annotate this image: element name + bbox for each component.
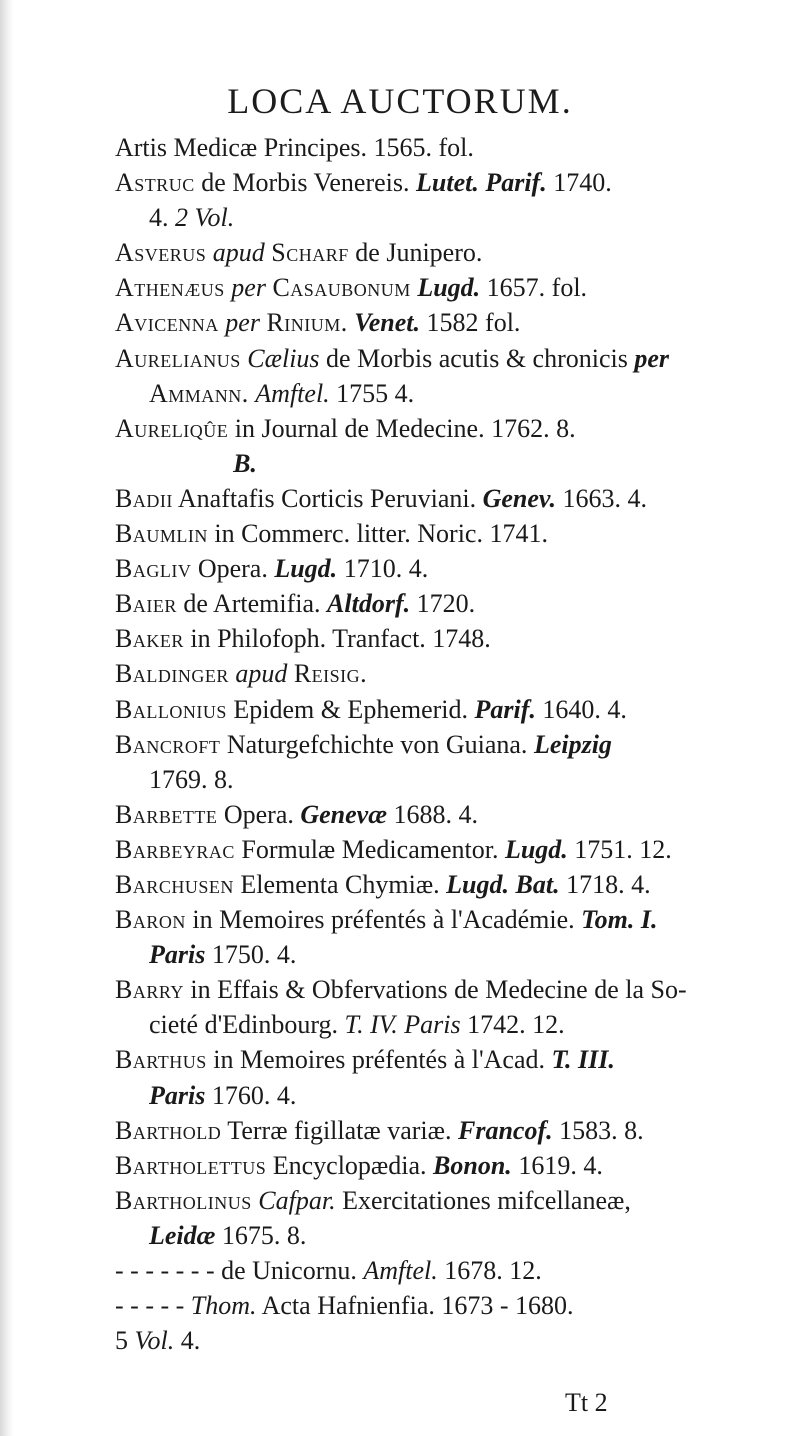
section-letter: [115, 446, 755, 481]
entry-text-segment: Asverus: [115, 238, 207, 268]
entry-text-segment: 1619. 4.: [511, 1150, 603, 1180]
entry-text-segment: apud: [206, 238, 272, 268]
entry-text-segment: Casaubonum: [272, 273, 411, 303]
entry-text-segment: 1710. 4.: [337, 554, 429, 584]
entry-text-segment: 4.: [149, 203, 175, 233]
entry-text-segment: Venet.: [354, 308, 421, 338]
entry-text-segment: Barbette: [115, 799, 218, 829]
entry-text-segment: 1742. 12.: [460, 1010, 565, 1040]
entry-continuation-line: [115, 1218, 755, 1253]
index-entry: [115, 972, 755, 1007]
entry-text-segment: Bartholettus: [115, 1150, 267, 1180]
entry-text-segment: 1583. 8.: [552, 1115, 644, 1145]
entry-text-segment: Acta Hafnienfia. 1673 - 1680.: [256, 1291, 574, 1321]
entry-text-segment: 1769. 8.: [149, 764, 234, 794]
entry-text-segment: Barbeyrac: [115, 834, 235, 864]
entry-text-segment: Lugd.: [274, 554, 338, 584]
entry-text-segment: 1640. 4.: [535, 694, 627, 724]
index-entry: [115, 867, 755, 902]
entry-text-segment: de Morbis acutis & chronicis: [319, 343, 635, 373]
entry-text-segment: Badii: [115, 483, 173, 513]
entry-text-segment: cieté d'Edinbourg.: [149, 1010, 345, 1040]
entry-text-segment: Barry: [115, 975, 184, 1005]
index-entry: [115, 621, 755, 656]
entry-text-segment: Baron: [115, 905, 186, 935]
entry-text-segment: - - - - - - - de Unicornu.: [115, 1256, 364, 1285]
entry-text-segment: Reisig.: [293, 659, 368, 689]
entry-text-segment: 1755 4.: [329, 378, 415, 408]
entry-text-segment: Astruc: [115, 168, 195, 198]
entry-text-segment: T. IV. Paris: [344, 1010, 461, 1040]
entry-text-segment: in Journal de Medecine. 1762. 8.: [228, 413, 576, 443]
index-entry: [115, 656, 755, 691]
entry-text-segment: Artis Medicæ Principes. 1565. fol.: [115, 133, 474, 162]
entry-text-segment: per: [224, 273, 273, 303]
entry-text-segment: 4.: [174, 1326, 201, 1356]
entry-text-segment: Baumlin: [115, 519, 208, 549]
index-entry: [115, 1288, 755, 1323]
entry-text-segment: 1657. fol.: [480, 273, 588, 303]
entry-text-segment: B.: [233, 448, 257, 478]
entry-text-segment: Bartholinus: [115, 1185, 252, 1215]
entry-text-segment: Baker: [115, 624, 184, 654]
index-entry: [115, 902, 755, 937]
index-entry: [115, 130, 755, 165]
entry-text-segment: Baldinger: [115, 659, 229, 689]
entry-text-segment: in Commerc. litter. Noric. 1741.: [207, 519, 548, 549]
entry-text-segment: in Memoires préfentés à l'Académie.: [185, 905, 582, 935]
index-entry: [115, 1042, 755, 1077]
entry-text-segment: Francof.: [457, 1115, 553, 1145]
entry-text-segment: 1751. 12.: [567, 834, 672, 864]
entry-text-segment: Lugd. Bat.: [446, 869, 560, 899]
entry-continuation-line: [115, 1007, 755, 1042]
index-entry: [115, 1253, 755, 1288]
entry-text-segment: Lutet. Parif.: [416, 168, 547, 198]
index-entry: [115, 832, 755, 867]
entry-continuation-line: [115, 937, 755, 972]
running-head: LOCA AUCTORUM.: [227, 81, 573, 121]
entry-continuation-line: [115, 376, 755, 411]
entry-text-segment: in Philofoph. Tranfact. 1748.: [183, 624, 491, 654]
index-entry: [115, 727, 755, 762]
entry-text-segment: Bagliv: [115, 554, 192, 584]
entry-text-segment: 1678. 12.: [437, 1256, 542, 1285]
index-entry: [115, 516, 755, 551]
index-entry: [115, 341, 755, 376]
entry-text-segment: Thom.: [190, 1291, 257, 1321]
entry-text-segment: Lugd.: [417, 273, 481, 303]
entry-text-segment: Rinium.: [266, 308, 348, 338]
index-entries: [115, 130, 755, 1358]
entry-text-segment: Opera.: [217, 799, 301, 829]
entry-text-segment: in Effais & Obfervations de Medecine de la So-: [183, 975, 687, 1005]
entry-text-segment: de Junipero.: [348, 238, 483, 268]
entry-text-segment: Leipzig: [533, 729, 612, 759]
entry-text-segment: 1718. 4.: [559, 869, 651, 899]
entry-text-segment: Amftel.: [255, 378, 330, 408]
entry-text-segment: Formulæ Medicamentor.: [234, 834, 505, 864]
entry-text-segment: Genev.: [482, 483, 557, 513]
entry-text-segment: Parif.: [474, 694, 536, 724]
entry-text-segment: 1760. 4.: [205, 1080, 297, 1110]
index-entry: [115, 551, 755, 586]
entry-text-segment: T. III.: [551, 1045, 615, 1075]
entry-text-segment: Aureliqûe: [115, 413, 229, 443]
entry-text-segment: Barchusen: [115, 869, 234, 899]
entry-continuation-line: [115, 762, 755, 797]
index-entry: [115, 586, 755, 621]
index-entry: [115, 1183, 755, 1218]
entry-text-segment: Terræ figillatæ variæ.: [221, 1115, 458, 1145]
entry-continuation-line: [115, 1078, 755, 1113]
entry-text-segment: Cælius: [247, 343, 320, 373]
entry-text-segment: Bonon.: [433, 1150, 512, 1180]
entry-text-segment: Altdorf.: [327, 589, 411, 619]
entry-text-segment: Scharf: [271, 238, 349, 268]
entry-text-segment: 1663. 4.: [556, 483, 648, 513]
entry-text-segment: Lugd.: [504, 834, 568, 864]
index-entry: [115, 692, 755, 727]
entry-text-segment: Paris: [149, 1080, 206, 1110]
catchword: Tt 2: [565, 1388, 608, 1417]
entry-text-segment: Bancroft: [115, 729, 221, 759]
entry-text-segment: - - - - -: [115, 1291, 191, 1321]
entry-text-segment: 1740.: [546, 168, 612, 198]
entry-text-segment: Avicenna: [115, 308, 219, 338]
entry-text-segment: 2 Vol.: [175, 203, 235, 233]
entry-text-segment: 5: [115, 1326, 135, 1356]
entry-text-segment: Amftel.: [363, 1256, 438, 1285]
entry-text-segment: Elementa Chymiæ.: [233, 869, 447, 899]
index-entry: [115, 1148, 755, 1183]
index-entry: [115, 1323, 755, 1358]
entry-text-segment: Ballonius: [115, 694, 227, 724]
index-entry: [115, 235, 755, 270]
index-entry: [115, 411, 755, 446]
index-entry: [115, 797, 755, 832]
entry-text-segment: Cafpar.: [258, 1185, 336, 1215]
entry-text-segment: Ammann.: [149, 378, 249, 408]
entry-text-segment: Tom. I.: [581, 905, 658, 935]
entry-text-segment: Barthus: [115, 1045, 207, 1075]
entry-text-segment: apud: [228, 659, 294, 689]
index-entry: [115, 1113, 755, 1148]
entry-text-segment: Vol.: [134, 1326, 175, 1356]
entry-text-segment: Encyclopædia.: [266, 1150, 434, 1180]
entry-text-segment: 1750. 4.: [205, 940, 297, 970]
entry-text-segment: Epidem & Ephemerid.: [226, 694, 475, 724]
entry-continuation-line: [115, 200, 755, 235]
entry-text-segment: Paris: [149, 940, 206, 970]
entry-text-segment: de Artemifia.: [176, 589, 328, 619]
entry-text-segment: Barthold: [115, 1115, 222, 1145]
entry-text-segment: de Morbis Venereis.: [194, 168, 416, 198]
entry-text-segment: Baier: [115, 589, 177, 619]
entry-text-segment: per: [218, 308, 267, 338]
entry-text-segment: Leidæ: [149, 1220, 216, 1250]
entry-text-segment: 1675. 8.: [215, 1220, 307, 1250]
entry-text-segment: Athenæus: [115, 273, 225, 303]
entry-text-segment: Opera.: [191, 554, 275, 584]
entry-text-segment: Naturgefchichte von Guiana.: [220, 729, 534, 759]
entry-text-segment: Aurelianus: [115, 343, 241, 373]
entry-text-segment: Genevæ: [300, 799, 387, 829]
entry-text-segment: 1688. 4.: [387, 799, 478, 829]
entry-text-segment: Exercitationes mifcellaneæ,: [335, 1185, 631, 1215]
index-entry: [115, 270, 755, 305]
index-entry: [115, 165, 755, 200]
entry-text-segment: per: [634, 343, 670, 373]
entry-text-segment: 1720.: [410, 589, 476, 619]
entry-text-segment: 1582 fol.: [420, 308, 521, 338]
index-entry: [115, 305, 755, 340]
entry-text-segment: Anaftafis Corticis Peruviani.: [172, 483, 483, 513]
index-entry: [115, 481, 755, 516]
entry-text-segment: in Memoires préfentés à l'Acad.: [206, 1045, 552, 1075]
